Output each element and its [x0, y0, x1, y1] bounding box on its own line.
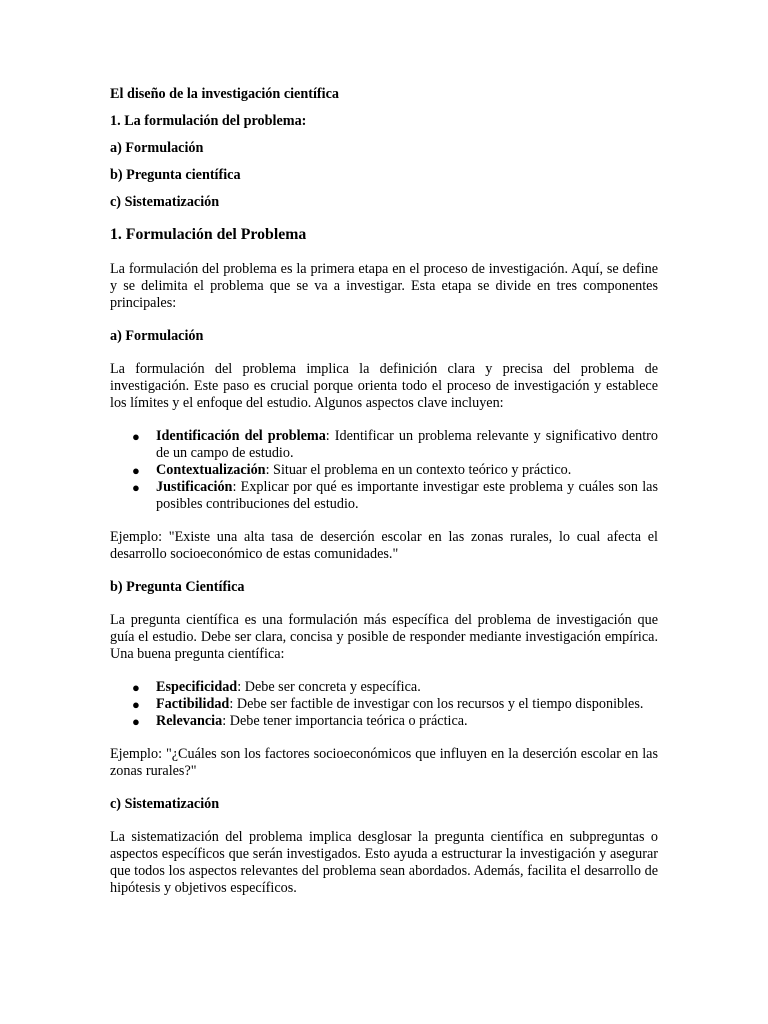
outline-item-a: a) Formulación: [110, 140, 204, 156]
sistematizacion-body: La sistematización del problema implica desglosar la pregunta científica en subpreguntas o aspectos específicos que serán investigados. Esto ayuda a estructurar la investigación y asegurar que todos los aspectos relevantes del problema sean abordados. Además, facilita el desarrollo de hipótesis y objetivos específicos.: [110, 829, 658, 896]
formulacion-list: [110, 428, 658, 513]
list-item-text: : Debe tener importancia teórica o práctica.: [222, 713, 468, 729]
outline-item-1: 1. La formulación del problema:: [110, 113, 307, 129]
document-title: El diseño de la investigación científica: [110, 86, 339, 102]
list-item-term: Justificación: [156, 479, 233, 495]
formulacion-example: Ejemplo: "Existe una alta tasa de deserción escolar en las zonas rurales, lo cual afecta el desarrollo socioeconómico de estas comunidades.": [110, 529, 658, 562]
subsection-heading-pregunta: b) Pregunta Científica: [110, 579, 245, 595]
list-item: [132, 679, 658, 696]
list-item-text: : Identificar un problema relevante y significativo dentro de un campo de estudio.: [156, 428, 658, 461]
list-item-term: Factibilidad: [156, 696, 230, 712]
outline-item-b: b) Pregunta científica: [110, 167, 241, 183]
document-page: [110, 86, 658, 913]
list-item-term: Especificidad: [156, 679, 238, 695]
list-item-text: : Debe ser factible de investigar con los recursos y el tiempo disponibles.: [229, 696, 644, 712]
bullet-icon: ●: [132, 480, 140, 495]
list-item: [132, 479, 658, 513]
list-item-term: Identificación del problema: [156, 428, 326, 444]
list-item-text: : Debe ser concreta y específica.: [237, 679, 421, 695]
outline-item-c: c) Sistematización: [110, 194, 220, 210]
list-item: [132, 696, 658, 713]
list-item-text: : Explicar por qué es importante investigar este problema y cuáles son las posibles contribuciones del estudio.: [156, 479, 658, 512]
bullet-icon: ●: [132, 697, 140, 712]
bullet-icon: ●: [132, 463, 140, 478]
outline: [110, 86, 658, 211]
pregunta-list: [110, 679, 658, 730]
list-item: [132, 713, 658, 730]
list-item: [132, 462, 658, 479]
list-item-text: : Situar el problema en un contexto teórico y práctico.: [265, 462, 572, 478]
bullet-icon: ●: [132, 429, 140, 444]
section-intro: La formulación del problema es la primera etapa en el proceso de investigación. Aquí, se define y se delimita el problema que se va a investigar. Esta etapa se divide en tres componentes principales:: [110, 261, 658, 311]
list-item-term: Contextualización: [156, 462, 266, 478]
subsection-heading-formulacion: a) Formulación: [110, 328, 204, 344]
list-item-term: Relevancia: [156, 713, 223, 729]
subsection-heading-sistematizacion: c) Sistematización: [110, 796, 220, 812]
pregunta-example: Ejemplo: "¿Cuáles son los factores socioeconómicos que influyen en la deserción escolar en las zonas rurales?": [110, 746, 658, 779]
formulacion-body: La formulación del problema implica la definición clara y precisa del problema de investigación. Este paso es crucial porque orienta todo el proceso de investigación y establece los límites y el enfoque del estudio. Algunos aspectos clave incluyen:: [110, 361, 658, 411]
bullet-icon: ●: [132, 714, 140, 729]
list-item: [132, 428, 658, 462]
pregunta-body: La pregunta científica es una formulación más específica del problema de investigación que guía el estudio. Debe ser clara, concisa y posible de responder mediante investigación empírica. Una buena pregunta científica:: [110, 612, 658, 662]
bullet-icon: ●: [132, 680, 140, 695]
section-heading: 1. Formulación del Problema: [110, 226, 307, 243]
